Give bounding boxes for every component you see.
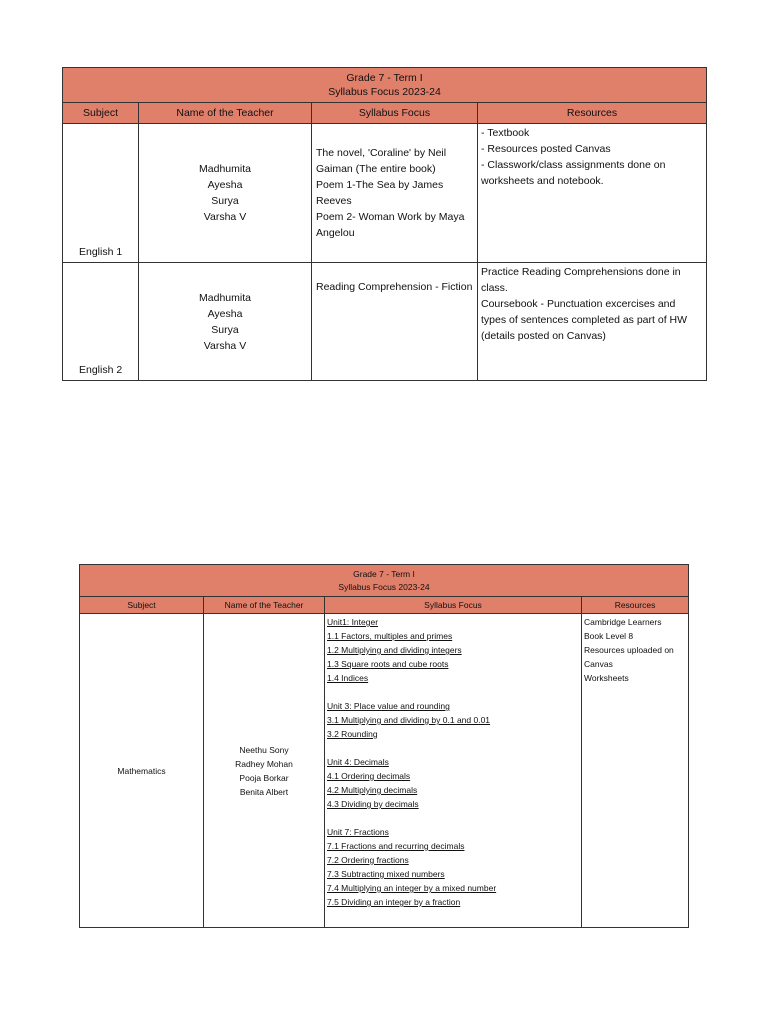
focus-cell — [312, 124, 478, 263]
resource-line: Resources uploaded on — [584, 645, 674, 655]
column-header-focus: Syllabus Focus — [312, 103, 478, 124]
topic-item: 1.3 Square roots and cube roots — [327, 659, 449, 669]
topic-item: 3.2 Rounding — [327, 729, 378, 739]
unit-heading: Unit1: Integer — [327, 617, 379, 627]
subject-cell: Mathematics — [80, 614, 204, 928]
resource-line: - Textbook — [481, 127, 530, 139]
resource-line: class. — [481, 282, 508, 294]
subject-cell: English 1 — [63, 124, 139, 263]
topic-item: 7.2 Ordering fractions — [327, 855, 409, 865]
topic-item: 1.1 Factors, multiples and primes — [327, 631, 453, 641]
teacher-cell — [204, 614, 325, 928]
teacher-name: Varsha V — [203, 211, 247, 223]
unit-heading: Unit 7: Fractions — [327, 827, 389, 837]
topic-item: 4.3 Dividing by decimals — [327, 799, 419, 809]
resource-line: (details posted on Canvas) — [481, 330, 606, 342]
focus-line: Poem 1-The Sea by James Reeves — [316, 179, 444, 207]
title-grade-term: Grade 7 - Term I — [353, 568, 415, 579]
spacer — [327, 811, 579, 825]
resource-line: worksheets and notebook. — [481, 175, 604, 187]
table-row — [63, 263, 707, 381]
topic-item: 7.1 Fractions and recurring decimals — [327, 841, 465, 851]
teacher-name: Benita Albert — [239, 786, 289, 797]
column-header-resources: Resources — [582, 597, 689, 614]
topic-item: 4.1 Ordering decimals — [327, 771, 411, 781]
focus-line: Gaiman (The entire book) — [316, 163, 436, 175]
column-header-teacher: Name of the Teacher — [139, 103, 312, 124]
topic-item: 1.4 Indices — [327, 673, 369, 683]
resource-line: Cambridge Learners — [584, 617, 662, 627]
teacher-name: Madhumita — [199, 163, 251, 175]
resource-line: Coursebook - Punctuation excercises and — [481, 298, 676, 310]
focus-line: Angelou — [316, 227, 355, 239]
mathematics-syllabus-table — [79, 564, 689, 928]
focus-line: The novel, 'Coraline' by Neil — [316, 147, 447, 159]
title-grade-term: Grade 7 - Term I — [346, 72, 423, 84]
title-syllabus-year: Syllabus Focus 2023-24 — [328, 86, 441, 98]
resource-line: Book Level 8 — [584, 631, 634, 641]
resource-line: - Classwork/class assignments done on — [481, 159, 666, 171]
resources-cell — [478, 124, 707, 263]
teacher-cell — [139, 124, 312, 263]
topic-item: 3.1 Multiplying and dividing by 0.1 and 0.01 — [327, 715, 491, 725]
resource-line: Canvas — [584, 659, 613, 669]
topic-item: 1.2 Multiplying and dividing integers — [327, 645, 462, 655]
spacer — [327, 685, 579, 699]
focus-cell — [325, 614, 582, 928]
unit-heading: Unit 4: Decimals — [327, 757, 389, 767]
resource-line: Worksheets — [584, 673, 629, 683]
focus-cell — [312, 263, 478, 381]
topic-item: 7.5 Dividing an integer by a fraction — [327, 897, 461, 907]
subject-cell: English 2 — [63, 263, 139, 381]
english-syllabus-table — [62, 67, 707, 381]
teacher-name: Pooja Borkar — [239, 772, 289, 783]
table-title — [63, 68, 707, 103]
resource-line: - Resources posted Canvas — [481, 143, 611, 155]
spacer — [327, 741, 579, 755]
topic-item: 7.3 Subtracting mixed numbers — [327, 869, 445, 879]
topic-item: 7.4 Multiplying an integer by a mixed number — [327, 883, 497, 893]
teacher-name: Surya — [211, 323, 239, 336]
focus-line: Poem 2- Woman Work by Maya — [316, 211, 465, 223]
table-row — [63, 124, 707, 263]
resources-cell — [478, 263, 707, 381]
table-row — [80, 614, 689, 928]
topic-item: 4.2 Multiplying decimals — [327, 785, 418, 795]
teacher-name: Neethu Sony — [239, 744, 289, 755]
teacher-name: Radhey Mohan — [235, 758, 293, 769]
teacher-name: Varsha V — [203, 339, 247, 352]
column-header-subject: Subject — [63, 103, 139, 124]
teacher-name: Ayesha — [207, 179, 243, 191]
unit-heading: Unit 3: Place value and rounding — [327, 701, 450, 711]
focus-line: Reading Comprehension - Fiction — [316, 281, 473, 293]
column-header-subject: Subject — [80, 597, 204, 614]
teacher-name: Surya — [211, 195, 239, 207]
resource-line: types of sentences completed as part of HW — [481, 314, 688, 326]
table-title — [80, 565, 689, 597]
resource-line: Practice Reading Comprehensions done in — [481, 266, 681, 278]
resources-cell — [582, 614, 689, 928]
column-header-teacher: Name of the Teacher — [204, 597, 325, 614]
teacher-cell — [139, 263, 312, 381]
column-header-resources: Resources — [478, 103, 707, 124]
title-syllabus-year: Syllabus Focus 2023-24 — [338, 581, 430, 592]
teacher-name: Ayesha — [207, 307, 243, 320]
column-header-focus: Syllabus Focus — [325, 597, 582, 614]
teacher-name: Madhumita — [199, 291, 251, 304]
